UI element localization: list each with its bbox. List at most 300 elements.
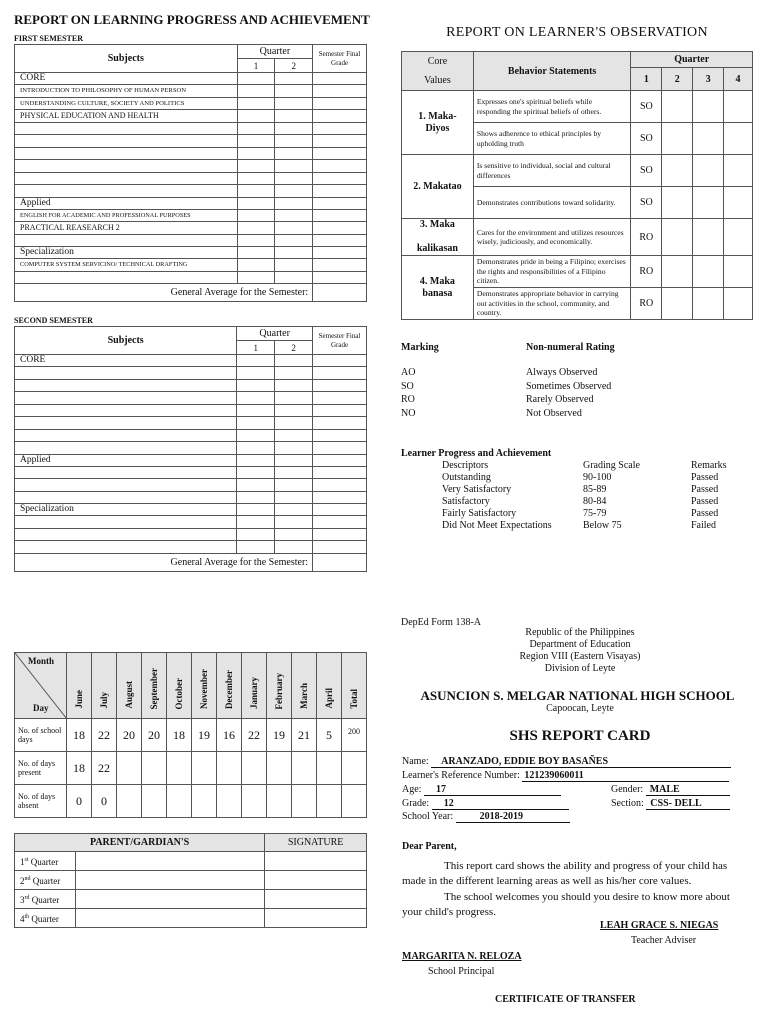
signature-cell [265, 852, 367, 871]
subject-row [15, 417, 367, 430]
month-day-corner [15, 653, 67, 719]
quarter-2-grade [275, 466, 313, 479]
attendance-value: 0 [67, 785, 92, 818]
marking-label: Marking [401, 342, 439, 353]
attendance-value [117, 752, 142, 785]
attendance-value: 200 [342, 719, 367, 752]
quarter-4-mark [724, 219, 753, 256]
month-header [292, 653, 317, 719]
final-grade [313, 454, 367, 466]
quarter-2-grade [275, 491, 313, 504]
behavior-statement: Demonstrates contributions toward solidarity. [473, 187, 631, 219]
subject-name: Applied [15, 197, 238, 209]
subject-name [15, 442, 237, 455]
attendance-row [15, 785, 367, 818]
attendance-value [192, 752, 217, 785]
quarter-1-grade [237, 392, 275, 405]
progress-descriptor: Satisfactory [442, 496, 490, 507]
progress-descriptor: Very Satisfactory [442, 484, 512, 495]
marking-code: AO [401, 367, 416, 378]
month-label: August [124, 681, 134, 709]
quarter-suffix: nd [24, 876, 31, 882]
quarter-2-grade [275, 528, 313, 541]
principal-name: MARGARITA N. RELOZA [402, 951, 522, 962]
general-average-value [313, 553, 367, 571]
attendance-value [317, 752, 342, 785]
attendance-row-label: No. of days present [15, 752, 67, 785]
quarter-number-header: 4 [724, 68, 753, 91]
final-grade-header: Semester Final Grade [313, 45, 367, 73]
quarter-suffix: th [24, 914, 30, 920]
subject-row [15, 147, 367, 160]
subject-name: COMPUTER SYSTEM SERVICINO/ TECHNICAL DRAFTING [15, 259, 238, 272]
quarter-word: Quarter [29, 895, 60, 905]
final-grade [313, 379, 367, 392]
progress-descriptor: Fairly Satisfactory [442, 508, 517, 519]
month-label: February [274, 672, 284, 709]
behavior-statement: Shows adherence to ethical principles by upholding truth [473, 123, 631, 155]
marking-row [401, 381, 701, 395]
attendance-value: 0 [92, 785, 117, 818]
quarter-label-text [20, 851, 76, 871]
behavior-statement: Is sensitive to individual, social and cultural differences [473, 155, 631, 187]
month-label: June [74, 690, 84, 709]
subject-name [15, 185, 238, 198]
behavior-statement: Cares for the environment and utilizes resources wisely, judiciously, and economically. [473, 219, 631, 256]
subject-row [15, 97, 367, 110]
attendance-value: 22 [242, 719, 267, 752]
subject-row [15, 234, 367, 247]
month-header [67, 653, 92, 719]
progress-remark: Passed [691, 496, 719, 507]
final-grade [313, 135, 367, 148]
quarter-1-grade [237, 379, 275, 392]
subject-row [15, 209, 367, 222]
month-label: January [249, 676, 259, 709]
final-grade [313, 122, 367, 135]
progress-column-header: Remarks [691, 460, 727, 471]
subject-row [15, 160, 367, 173]
subject-name [15, 417, 237, 430]
subject-name [15, 466, 237, 479]
quarter-1-mark: RO [631, 288, 662, 320]
subject-row [15, 110, 367, 123]
attendance-value [267, 752, 292, 785]
marking-row [401, 367, 701, 381]
quarter-label-text [20, 908, 76, 928]
school-year-label: School Year: [402, 811, 454, 822]
quarter-4-mark [724, 91, 753, 123]
first-semester-grades-table [14, 44, 367, 302]
subject-row [15, 479, 367, 492]
final-grade [313, 209, 367, 222]
subject-row [15, 442, 367, 455]
subject-name: CORE [15, 355, 237, 367]
subject-name [15, 429, 237, 442]
final-grade [313, 541, 367, 554]
final-grade [313, 185, 367, 198]
progress-row [442, 520, 762, 532]
attendance-value [292, 785, 317, 818]
final-grade [313, 504, 367, 516]
progress-remark: Failed [691, 520, 716, 531]
attendance-value [192, 785, 217, 818]
month-label: July [99, 692, 109, 709]
quarter-2-grade [275, 135, 313, 148]
quarter-1-mark: RO [631, 219, 662, 256]
quarter-1-grade [237, 528, 275, 541]
subject-row [15, 516, 367, 529]
attendance-row [15, 752, 367, 785]
quarter-2-grade [275, 392, 313, 405]
marking-description: Rarely Observed [526, 394, 594, 405]
subject-name [15, 367, 237, 380]
attendance-value [267, 785, 292, 818]
attendance-value [142, 785, 167, 818]
quarter-2-grade [275, 442, 313, 455]
core-value-name: 4. Maka banasa [402, 256, 474, 320]
general-average-label: General Average for the Semester: [15, 553, 313, 571]
subject-row [15, 367, 367, 380]
subjects-header: Subjects [15, 327, 237, 355]
quarter-number-header: 1 [631, 68, 662, 91]
greeting: Dear Parent, [402, 841, 457, 852]
quarter-1-grade [237, 516, 275, 529]
subject-name: INTRODUCTION TO PHILOSOPHY OF HUMAN PERSON [15, 85, 238, 98]
marking-code: SO [401, 380, 414, 392]
subject-row [15, 122, 367, 135]
quarter-1-grade [237, 541, 275, 554]
final-grade [313, 355, 367, 367]
age-label: Age: [402, 784, 422, 795]
subject-name [15, 147, 238, 160]
behavior-statement: Demonstrates pride in being a Filipino; exercises the rights and responsibilities of a Filipino citizen. [473, 256, 631, 288]
age-row [402, 784, 561, 796]
quarter-1-header: 1 [237, 341, 275, 355]
marking-description: Always Observed [526, 367, 598, 378]
quarter-2-grade [275, 122, 313, 135]
school-location: Capoocan, Leyte [546, 703, 614, 714]
quarter-1-mark: RO [631, 256, 662, 288]
subject-name: Specialization [15, 247, 238, 259]
quarter-1-grade [237, 454, 275, 466]
month-header [267, 653, 292, 719]
subject-name: ENGLISH FOR ACADEMIC AND PROFESSIONAL PURPOSES [15, 209, 238, 222]
quarter-label-line [20, 890, 264, 908]
attendance-value [292, 752, 317, 785]
quarter-1-grade [237, 491, 275, 504]
progress-scale: Below 75 [583, 520, 622, 531]
attendance-value [242, 785, 267, 818]
subject-row [15, 271, 367, 284]
school-name: ASUNCION S. MELGAR NATIONAL HIGH SCHOOL [420, 688, 735, 703]
attendance-value: 18 [167, 719, 192, 752]
month-header [117, 653, 142, 719]
final-grade [313, 466, 367, 479]
quarter-label [15, 871, 265, 890]
observation-row [402, 219, 753, 256]
behavior-statement: Demonstrates appropriate behavior in carrying out activities in the school, community, and country. [473, 288, 631, 320]
subject-row [15, 135, 367, 148]
parent-quarter-row [15, 871, 367, 890]
quarter-1-header: 1 [237, 59, 275, 73]
progress-row [442, 484, 762, 496]
month-label: December [224, 670, 234, 709]
progress-remark: Passed [691, 508, 719, 519]
month-header [167, 653, 192, 719]
subject-row [15, 466, 367, 479]
attendance-value: 19 [267, 719, 292, 752]
quarter-1-grade [237, 466, 275, 479]
name-label: Name: [402, 756, 429, 767]
attendance-value: 20 [142, 719, 167, 752]
first-semester-label: FIRST SEMESTER [14, 34, 83, 43]
attendance-value: 22 [92, 719, 117, 752]
progress-column-header: Descriptors [442, 460, 489, 471]
final-grade [313, 442, 367, 455]
progress-scale: 85-89 [583, 484, 607, 495]
final-grade [313, 197, 367, 209]
attendance-value: 18 [67, 719, 92, 752]
subject-name [15, 516, 237, 529]
subject-row [15, 392, 367, 405]
general-average-value [313, 284, 367, 302]
core-values-header [402, 52, 474, 91]
attendance-row-label: No. of school days [15, 719, 67, 752]
final-grade [313, 271, 367, 284]
section-row [611, 798, 730, 810]
final-grade [313, 404, 367, 417]
month-label: September [149, 667, 159, 709]
quarter-2-mark [662, 219, 693, 256]
quarter-label-line [20, 871, 264, 889]
subject-name [15, 160, 238, 173]
gender-label: Gender: [611, 784, 644, 795]
attendance-value [317, 785, 342, 818]
month-header [92, 653, 117, 719]
quarter-3-mark [693, 91, 724, 123]
quarter-2-grade [275, 259, 313, 272]
quarter-1-grade [237, 172, 275, 185]
final-grade [313, 147, 367, 160]
subject-row [15, 528, 367, 541]
second-semester-grades-table [14, 326, 367, 572]
quarter-1-mark: SO [631, 187, 662, 219]
quarter-header: Quarter [631, 52, 753, 68]
subject-name [15, 379, 237, 392]
progress-descriptor: Outstanding [442, 472, 491, 483]
progress-legend [442, 460, 762, 532]
final-grade-header: Semester Final Grade [313, 327, 367, 355]
attendance-value: 22 [92, 752, 117, 785]
quarter-1-grade [237, 197, 275, 209]
subject-name [15, 528, 237, 541]
subject-name: Specialization [15, 504, 237, 516]
quarter-2-grade [275, 417, 313, 430]
quarter-3-mark [693, 123, 724, 155]
quarter-label [15, 909, 265, 928]
values-header: Values [424, 75, 451, 86]
quarter-label-line [20, 852, 264, 870]
quarter-label [15, 852, 265, 871]
quarter-1-grade [237, 271, 275, 284]
month-label: October [174, 677, 184, 709]
progress-remark: Passed [691, 484, 719, 495]
attendance-value [117, 785, 142, 818]
progress-scale: 80-84 [583, 496, 607, 507]
subject-row [15, 454, 367, 466]
marking-description: Not Observed [526, 407, 582, 419]
subject-row [15, 259, 367, 272]
quarter-3-mark [693, 155, 724, 187]
quarter-word: Quarter [28, 857, 59, 867]
grade-row [402, 798, 569, 810]
final-grade [313, 172, 367, 185]
division-line: Division of Leyte [544, 663, 616, 674]
quarter-2-mark [662, 256, 693, 288]
final-grade [313, 97, 367, 110]
quarter-1-grade [237, 147, 275, 160]
quarter-2-grade [275, 147, 313, 160]
final-grade [313, 222, 367, 235]
progress-descriptor: Did Not Meet Expectations [442, 520, 552, 531]
quarter-1-grade [237, 429, 275, 442]
final-grade [313, 85, 367, 98]
republic-line: Republic of the Philippines [525, 627, 635, 638]
month-label: April [324, 688, 334, 709]
quarter-2-grade [275, 355, 313, 367]
quarter-2-grade [275, 541, 313, 554]
school-year-row [402, 811, 570, 823]
quarter-2-grade [275, 110, 313, 123]
final-grade [313, 160, 367, 173]
letter-paragraph-2: The school welcomes you should you desire to know more about your child's progress. [402, 891, 730, 918]
subject-name [15, 135, 238, 148]
signature-header: SIGNATURE [265, 834, 367, 852]
subject-row [15, 197, 367, 209]
final-grade [313, 392, 367, 405]
quarter-1-grade [237, 160, 275, 173]
quarter-2-mark [662, 155, 693, 187]
parent-signature-table [14, 833, 367, 928]
quarter-suffix: rd [24, 895, 30, 901]
quarter-2-grade [275, 85, 313, 98]
parent-quarter-row [15, 890, 367, 909]
core-value-name: 3. Maka kalikasan [402, 219, 474, 256]
quarter-1-grade [237, 417, 275, 430]
quarter-1-grade [237, 73, 275, 85]
subject-name [15, 541, 237, 554]
progress-row [442, 472, 762, 484]
month-header [142, 653, 167, 719]
marking-description: Sometimes Observed [526, 380, 612, 392]
subject-name [15, 122, 238, 135]
quarter-word: Quarter [29, 914, 59, 924]
subject-row [15, 73, 367, 85]
quarter-1-mark: SO [631, 123, 662, 155]
department-line: Department of Education [529, 639, 631, 650]
quarter-1-mark: SO [631, 155, 662, 187]
marking-legend [401, 367, 701, 421]
quarter-1-grade [237, 209, 275, 222]
quarter-label-text [20, 870, 76, 890]
subject-name: PHYSICAL EDUCATION AND HEALTH [15, 110, 238, 123]
quarter-2-grade [275, 367, 313, 380]
final-grade [313, 491, 367, 504]
subject-row [15, 504, 367, 516]
nonnumeral-rating-label: Non-numeral Rating [526, 342, 615, 353]
student-name: ARANZADO, EDDIE BOY BASAÑES [431, 756, 731, 768]
quarter-2-grade [275, 404, 313, 417]
signature-cell [265, 890, 367, 909]
quarter-1-grade [237, 234, 275, 247]
deped-heading [480, 627, 680, 675]
attendance-value [167, 752, 192, 785]
quarter-2-grade [275, 379, 313, 392]
quarter-2-grade [275, 479, 313, 492]
subject-row [15, 379, 367, 392]
observation-title: REPORT ON LEARNER'S OBSERVATION [446, 25, 708, 40]
quarter-1-grade [237, 135, 275, 148]
behavior-statement: Expresses one's spiritual beliefs while responding the spiritual beliefs of others. [473, 91, 631, 123]
progress-remark: Passed [691, 472, 719, 483]
quarter-2-grade [275, 185, 313, 198]
quarter-4-mark [724, 155, 753, 187]
quarter-2-mark [662, 288, 693, 320]
final-grade [313, 417, 367, 430]
month-header [192, 653, 217, 719]
quarter-1-grade [237, 367, 275, 380]
marking-row [401, 394, 701, 408]
quarter-1-grade [237, 185, 275, 198]
certificate-of-transfer-title: CERTIFICATE OF TRANSFER [495, 994, 636, 1005]
lrn-value: 121239060011 [522, 770, 729, 782]
month-label: November [199, 669, 209, 709]
quarter-number: 3 [20, 895, 25, 905]
quarter-3-mark [693, 187, 724, 219]
month-label: Month [28, 656, 55, 666]
quarter-1-grade [237, 442, 275, 455]
subject-name [15, 271, 238, 284]
quarter-4-mark [724, 187, 753, 219]
behavior-statements-header: Behavior Statements [473, 52, 631, 91]
attendance-row-label: No. of days absent [15, 785, 67, 818]
quarter-1-grade [237, 85, 275, 98]
signature-cell [265, 871, 367, 890]
principal-title: School Principal [428, 966, 495, 977]
attendance-value [342, 752, 367, 785]
region-line: Region VIII (Eastern Visayas) [519, 651, 641, 662]
grade-label: Grade: [402, 798, 430, 809]
parent-guardian-header: PARENT/GARDIAN'S [15, 834, 265, 852]
subject-row [15, 355, 367, 367]
signature-cell [265, 909, 367, 928]
final-grade [313, 259, 367, 272]
progress-column-header: Grading Scale [583, 460, 640, 471]
quarter-label-line [20, 909, 264, 927]
subject-name [15, 404, 237, 417]
quarter-number: 4 [20, 914, 25, 924]
quarter-4-mark [724, 123, 753, 155]
quarter-2-grade [275, 73, 313, 85]
month-header [317, 653, 342, 719]
quarter-2-grade [275, 197, 313, 209]
parent-quarter-row [15, 852, 367, 871]
lrn-label: Learner's Reference Number: [402, 770, 520, 781]
quarter-1-grade [237, 247, 275, 259]
quarter-word: Quarter [30, 876, 61, 886]
attendance-value [242, 752, 267, 785]
